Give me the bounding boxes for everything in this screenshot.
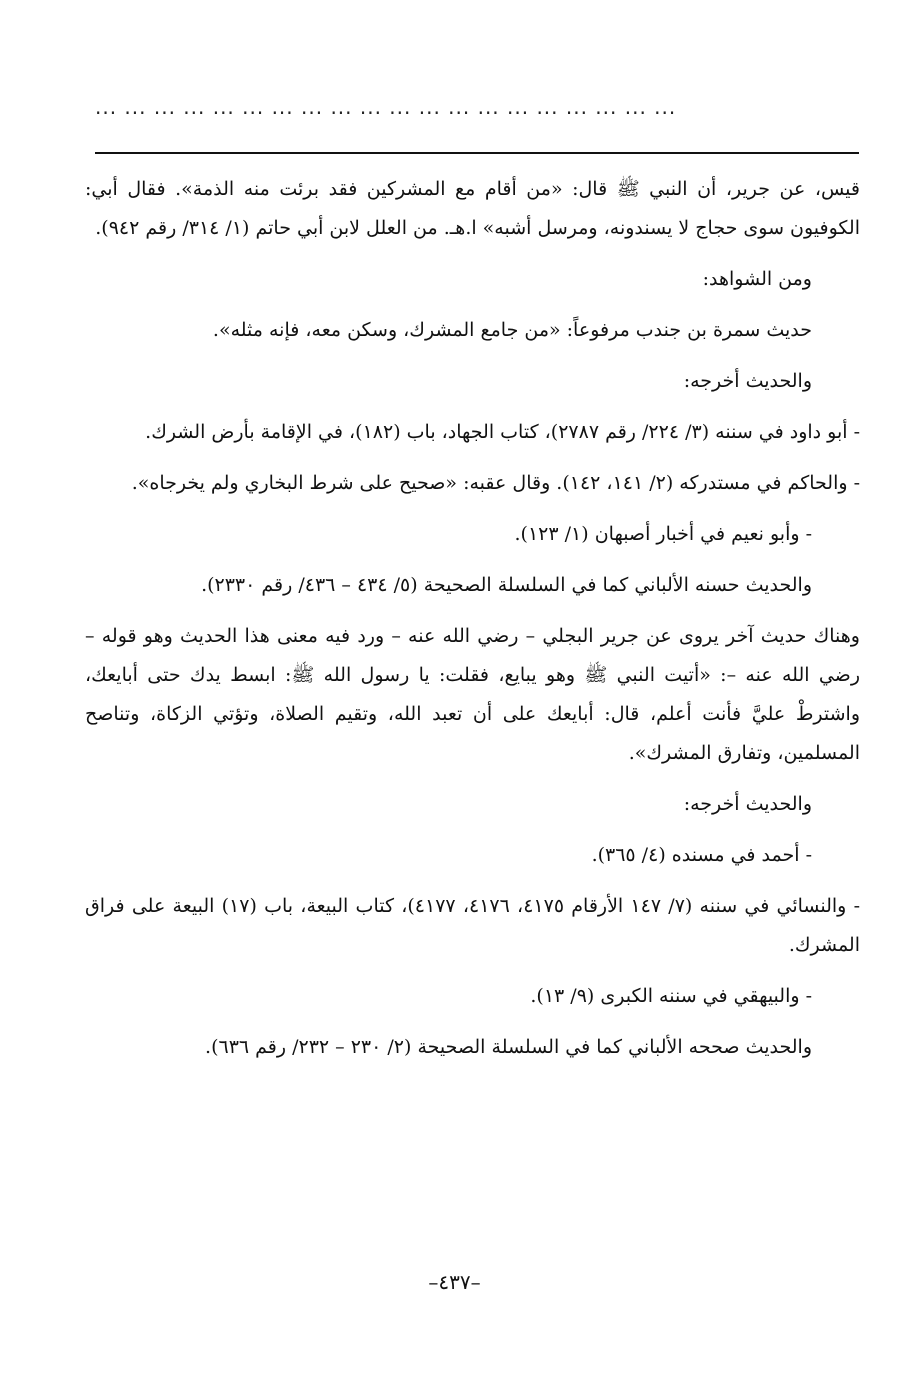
page-number: –٤٣٧–	[428, 1270, 481, 1294]
paragraph-takhrij-heading-2: والحديث أخرجه:	[683, 793, 812, 815]
paragraph-ahmad: - أحمد في مسنده (٤/ ٣٦٥).	[591, 844, 812, 866]
paragraph-abu-dawud: - أبو داود في سننه (٣/ ٢٢٤/ رقم ٢٧٨٧)، كتاب الجهاد، باب (١٨٢)، في الإقامة بأرض الشرك.	[145, 421, 860, 443]
paragraph-bayhaqi: - والبيهقي في سننه الكبرى (٩/ ١٣).	[530, 985, 812, 1007]
paragraph-samurah-hadith: حديث سمرة بن جندب مرفوعاً: «من جامع المشرك، وسكن معه، فإنه مثله».	[212, 319, 812, 341]
paragraph-jarir-hadith: وهناك حديث آخر يروى عن جرير البجلي – رضي الله عنه – ورد فيه معنى هذا الحديث وهو قوله – رضي الله عنه –: «أتيت النبي ﷺ وهو يبايع، فقلت: يا رسول الله ﷺ: ابسط يدك حتى أبايعك، واشترطْ عليَّ فأنت أعلم، قال: أبايعك على أن تعبد الله، وتقيم الصلاة، وتؤتي الزكاة، وتناصح المسلمين، وتفارق المشرك».	[85, 625, 860, 764]
header-dots: ... ... ... ... ... ... ... ... ... ... ... ... ... ... ... ... ... ... ... ...	[95, 95, 677, 119]
paragraph-abu-nuaym: - وأبو نعيم في أخبار أصبهان (١/ ١٢٣).	[514, 523, 812, 545]
header-rule	[95, 152, 859, 154]
paragraph-footnote-continuation: قيس، عن جرير، أن النبي ﷺ قال: «من أقام مع المشركين فقد برئت منه الذمة». فقال أبي: الكوفيون سوى حجاج لا يسندونه، ومرسل أشبه» ا.هـ. من العلل لابن أبي حاتم (١/ ٣١٤/ رقم ٩٤٢).	[85, 178, 860, 239]
paragraph-nasai: - والنسائي في سننه (٧/ ١٤٧ الأرقام ٤١٧٥، ٤١٧٦، ٤١٧٧)، كتاب البيعة، باب (١٧) البيعة على فراق المشرك.	[85, 895, 860, 956]
paragraph-albani-sahih: والحديث صححه الألباني كما في السلسلة الصحيحة (٢/ ٢٣٠ – ٢٣٢/ رقم ٦٣٦).	[205, 1036, 812, 1058]
page-body	[85, 170, 860, 1079]
paragraph-albani-hasan: والحديث حسنه الألباني كما في السلسلة الصحيحة (٥/ ٤٣٤ – ٤٣٦/ رقم ٢٣٣٠).	[201, 574, 812, 596]
paragraph-shawahid-heading: ومن الشواهد:	[702, 268, 812, 290]
paragraph-hakim: - والحاكم في مستدركه (٢/ ١٤١، ١٤٢). وقال عقبه: «صحيح على شرط البخاري ولم يخرجاه».	[131, 472, 860, 494]
paragraph-takhrij-heading: والحديث أخرجه:	[683, 370, 812, 392]
